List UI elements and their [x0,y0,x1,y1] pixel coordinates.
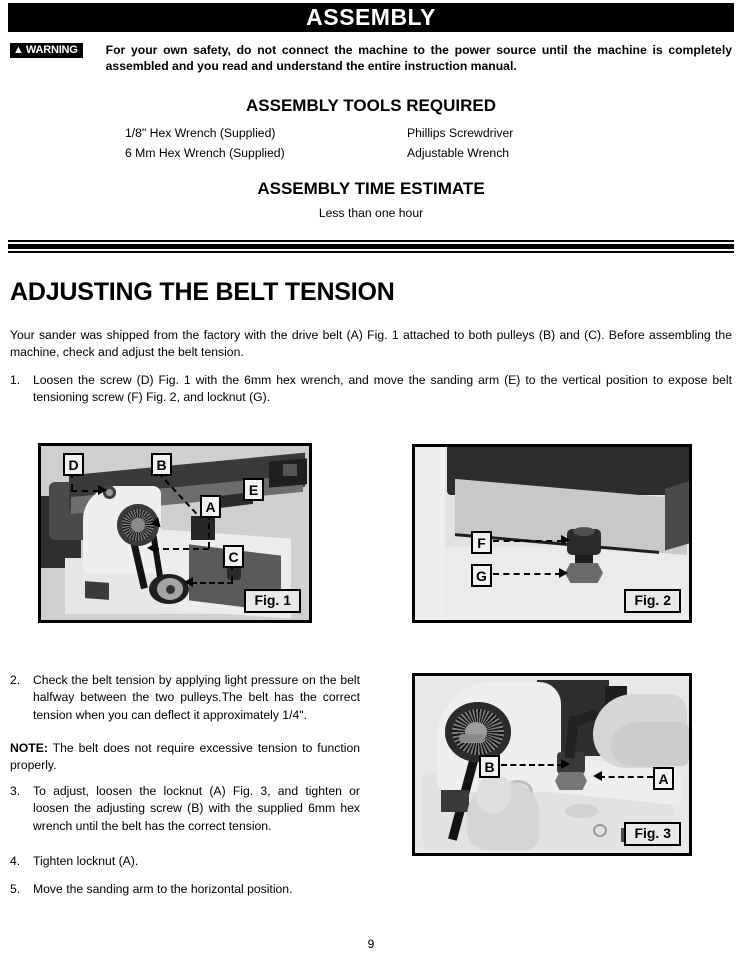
step-number: 2. [10,673,21,687]
figure-1-arrow-c [184,577,193,587]
figure-3-arrow-a [593,771,602,781]
assembly-time-value: Less than one hour [318,206,424,220]
step-number: 5. [10,882,21,896]
step-text: To adjust, loosen the locknut (A) Fig. 3, and tighten or loosen the adjusting screw (B) with the supplied 6mm hex wrench until the belt has the correct tension. [33,784,360,833]
figure-1-callout-e: E [243,478,264,501]
figure-1 [38,443,312,623]
page-title: ASSEMBLY [306,4,436,30]
step-text: Loosen the screw (D) Fig. 1 with the 6mm hex wrench, and move the sanding arm (E) to the vertical position to expose belt tensioning screw (F) Fig. 2, and locknut (G). [33,373,732,405]
figure-3-leader-a [599,776,653,778]
page-header-banner [8,3,734,32]
warning-badge [10,43,83,58]
tools-row [125,126,617,146]
step-text: Tighten locknut (A). [33,854,139,868]
tool-item: 6 Mm Hex Wrench (Supplied) [125,146,285,160]
figure-1-callout-b: B [151,453,172,476]
warning-triangle-icon: ▲ [13,44,24,56]
tool-item: 1/8" Hex Wrench (Supplied) [125,126,276,140]
section-intro-paragraph: Your sander was shipped from the factory with the drive belt (A) Fig. 1 attached to both pulleys (B) and (C). Before assembling the machine, check and adjust the belt tension. [10,328,732,360]
tool-item: Adjustable Wrench [407,146,510,160]
figure-1-leader-a-vertical [208,514,210,548]
assembly-tools-list [0,126,742,166]
note-text: The belt does not require excessive tension to function properly. [10,741,360,773]
step-number: 3. [10,784,21,798]
figure-2-leader-g [493,573,561,575]
tool-item: Phillips Screwdriver [407,126,514,140]
figure-2-callout-f: F [471,531,492,554]
step-number: 1. [10,373,21,387]
instruction-step [10,783,360,835]
step-text: Move the sanding arm to the horizontal position. [33,882,293,896]
figure-3-arrow-b [561,759,570,769]
figure-1-callout-c: C [223,545,244,568]
figure-1-leader-c [191,582,233,584]
figure-2-caption: Fig. 2 [624,589,681,613]
figure-2-arrow-g [559,568,568,578]
warning-notice [10,42,732,75]
warning-badge-label: WARNING [25,44,78,56]
figure-2-callout-g: G [471,564,492,587]
figure-2 [412,444,692,623]
tools-row [125,146,617,166]
assembly-time-heading: ASSEMBLY TIME ESTIMATE [257,179,485,198]
figure-1-callout-d: D [63,453,84,476]
figure-1-callout-a: A [200,495,221,518]
figure-1-arrow-d [98,485,107,495]
note-block [10,740,360,775]
figure-3-leader-b [501,764,563,766]
figure-3-caption: Fig. 3 [624,822,681,846]
instruction-step [10,372,732,407]
section-divider [8,240,734,253]
warning-text: For your own safety, do not connect the machine to the power source until the machine is completely assembled and you read and understand the entire instruction manual. [105,43,732,74]
section-title: ADJUSTING THE BELT TENSION [10,278,395,306]
figure-1-caption: Fig. 1 [244,589,301,613]
figure-1-leader-d [71,490,99,492]
assembly-tools-heading: ASSEMBLY TOOLS REQUIRED [245,96,496,115]
note-label: NOTE: [10,741,48,755]
figure-1-arrow-a [147,543,156,553]
page-number: 9 [367,937,375,951]
figure-2-arrow-f [561,535,570,545]
figure-1-leader-a [153,548,209,550]
figure-3 [412,673,692,856]
instruction-step [10,672,360,724]
instruction-step [10,881,360,898]
step-text: Check the belt tension by applying light pressure on the belt halfway between the two pulleys.The belt has the correct tension when you can deflect it approximately 1/4". [33,673,360,722]
figure-3-callout-b: B [479,755,500,778]
step-number: 4. [10,854,21,868]
figure-2-leader-f [493,540,563,542]
instruction-step [10,853,360,870]
figure-3-callout-a: A [653,767,674,790]
